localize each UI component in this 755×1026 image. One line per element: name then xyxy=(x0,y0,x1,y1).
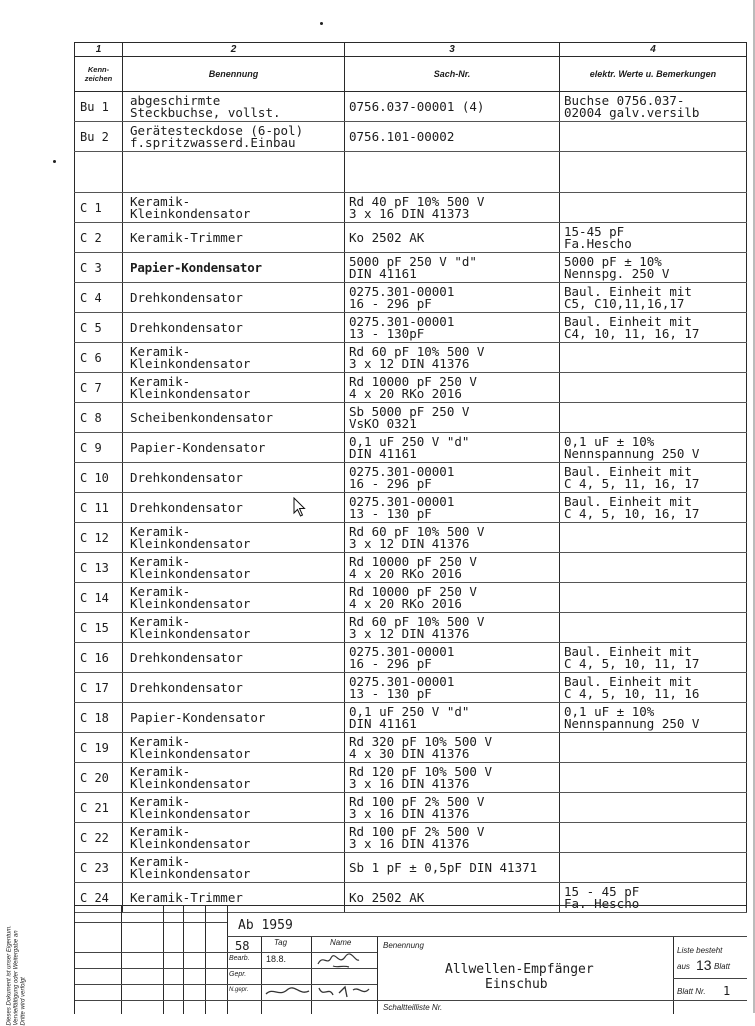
cell-sachnr-line: DIN 41161 xyxy=(349,715,417,731)
cell-kennzeichen: C 8 xyxy=(75,403,123,433)
cell-bemerkung xyxy=(560,673,747,703)
cell-benennung-line: Kleinkondensator xyxy=(130,625,251,641)
signature-bearb xyxy=(315,952,373,970)
cell-sachnr-line: VsKO 0321 xyxy=(349,415,417,431)
cell-sachnr-line: Rd 100 pF 2% 500 V xyxy=(349,793,485,809)
cell-bemerkung-line: C 4, 5, 10, 11, 16 xyxy=(564,685,700,701)
table-row xyxy=(75,373,747,403)
cell-benennung-line: Papier-Kondensator xyxy=(130,259,262,275)
cell-sachnr xyxy=(345,433,560,463)
cell-bemerkung-line: Fa. Hescho xyxy=(564,895,640,911)
table-row xyxy=(75,193,747,223)
cell-kennzeichen: C 23 xyxy=(75,853,123,883)
header-werte: elektr. Werte u. Bemerkungen xyxy=(560,57,747,92)
cell-sachnr-line: Rd 320 pF 10% 500 V xyxy=(349,733,492,749)
cell-benennung-line: Kleinkondensator xyxy=(130,745,251,761)
cell-benennung xyxy=(123,223,345,253)
cell-kennzeichen: C 11 xyxy=(75,493,123,523)
cell-sachnr-line: DIN 41161 xyxy=(349,445,417,461)
cell-benennung-line: Keramik- xyxy=(130,193,191,209)
cell-bemerkung-line: C4, 10, 11, 16, 17 xyxy=(564,325,700,341)
tb-divider xyxy=(311,936,312,1014)
cell-benennung xyxy=(123,92,345,122)
cell-bemerkung-line: C 4, 5, 10, 16, 17 xyxy=(564,505,700,521)
signature-norm xyxy=(263,984,375,1000)
column-number: 3 xyxy=(345,43,560,57)
cell-sachnr-line: Rd 10000 pF 250 V xyxy=(349,553,477,569)
cell-sachnr-line: 3 x 12 DIN 41376 xyxy=(349,535,470,551)
cell-bemerkung-line: Baul. Einheit mit xyxy=(564,493,692,509)
cell-benennung-line: Keramik- xyxy=(130,793,191,809)
cell-benennung xyxy=(123,463,345,493)
cell-bemerkung xyxy=(560,122,747,152)
cell-sachnr-line: 13 - 130 pF xyxy=(349,505,432,521)
cell-kennzeichen: C 24 xyxy=(75,883,123,913)
benennung-label: Benennung xyxy=(383,941,424,950)
norm-label: N.gepr. xyxy=(229,987,249,993)
cell-benennung xyxy=(123,643,345,673)
cell-benennung-line: Keramik- xyxy=(130,823,191,839)
cell-sachnr-line: Rd 60 pF 10% 500 V xyxy=(349,343,485,359)
scan-speck xyxy=(320,22,323,25)
table-row xyxy=(75,523,747,553)
cell-sachnr-line: Ko 2502 AK xyxy=(349,229,425,245)
cell-sachnr-line: 3 x 12 DIN 41376 xyxy=(349,355,470,371)
cell-bemerkung-line: Baul. Einheit mit xyxy=(564,643,692,659)
parts-list-table xyxy=(74,42,747,913)
table-row xyxy=(75,553,747,583)
cell-kennzeichen: C 1 xyxy=(75,193,123,223)
header-kennzeichen: Kenn- zeichen xyxy=(75,57,123,92)
cell-benennung-line: Drehkondensator xyxy=(130,679,243,695)
cell-bemerkung xyxy=(560,553,747,583)
cell-sachnr-line: 4 x 20 RKo 2016 xyxy=(349,595,462,611)
cell-bemerkung-line: Fa.Hescho xyxy=(564,235,632,251)
cell-benennung xyxy=(123,553,345,583)
cell-sachnr-line: 3 x 16 DIN 41376 xyxy=(349,775,470,791)
tb-divider xyxy=(261,936,262,1014)
cell-bemerkung xyxy=(560,613,747,643)
cell-bemerkung xyxy=(560,733,747,763)
table-row xyxy=(75,613,747,643)
cell-kennzeichen: C 14 xyxy=(75,583,123,613)
cell-sachnr-line: Rd 60 pF 10% 500 V xyxy=(349,613,485,629)
cell-sachnr xyxy=(345,152,560,193)
cell-benennung-line: Drehkondensator xyxy=(130,319,243,335)
cell-bemerkung xyxy=(560,433,747,463)
cell-bemerkung xyxy=(560,643,747,673)
cell-benennung-line: Kleinkondensator xyxy=(130,805,251,821)
cell-bemerkung-line: 02004 galv.versilb xyxy=(564,104,700,120)
cell-sachnr-line: Rd 120 pF 10% 500 V xyxy=(349,763,492,779)
table-row xyxy=(75,493,747,523)
cell-benennung-line: Keramik- xyxy=(130,583,191,599)
cell-bemerkung xyxy=(560,463,747,493)
cell-sachnr xyxy=(345,193,560,223)
cell-benennung-line: Keramik- xyxy=(130,853,191,869)
cell-kennzeichen: C 2 xyxy=(75,223,123,253)
cell-kennzeichen: C 16 xyxy=(75,643,123,673)
cell-sachnr-line: 16 - 296 pF xyxy=(349,475,432,491)
cell-sachnr xyxy=(345,313,560,343)
mouse-cursor-icon xyxy=(293,497,307,517)
cell-benennung xyxy=(123,673,345,703)
cell-benennung xyxy=(123,703,345,733)
cell-kennzeichen xyxy=(75,152,123,193)
cell-benennung-line: Keramik- xyxy=(130,553,191,569)
cell-sachnr xyxy=(345,343,560,373)
cell-kennzeichen: C 10 xyxy=(75,463,123,493)
cell-sachnr xyxy=(345,463,560,493)
cell-bemerkung-line: Nennspannung 250 V xyxy=(564,445,700,461)
cell-kennzeichen: Bu 1 xyxy=(75,92,123,122)
year-short: 58 xyxy=(235,939,250,953)
cell-benennung xyxy=(123,493,345,523)
cell-sachnr-line: 13 - 130pF xyxy=(349,325,425,341)
cell-benennung xyxy=(123,823,345,853)
cell-benennung-line: Gerätesteckdose (6-pol) xyxy=(130,122,304,138)
cell-bemerkung-line: Buchse 0756.037- xyxy=(564,92,685,108)
table-row xyxy=(75,313,747,343)
cell-kennzeichen: C 7 xyxy=(75,373,123,403)
cell-bemerkung xyxy=(560,703,747,733)
cell-sachnr xyxy=(345,853,560,883)
doc-title-line1: Allwellen-Empfänger xyxy=(445,962,594,977)
cell-bemerkung-line: Nennspg. 250 V xyxy=(564,265,670,281)
cell-sachnr-line: 0275.301-00001 xyxy=(349,283,455,299)
cell-benennung-line: Papier-Kondensator xyxy=(130,439,266,455)
cell-benennung xyxy=(123,853,345,883)
cell-sachnr-line: 4 x 20 RKo 2016 xyxy=(349,385,462,401)
cell-benennung-line: f.spritzwasserd.Einbau xyxy=(130,134,296,150)
cell-benennung xyxy=(123,193,345,223)
table-row xyxy=(75,433,747,463)
table-row xyxy=(75,643,747,673)
cell-bemerkung xyxy=(560,763,747,793)
cell-sachnr-line: 3 x 16 DIN 41373 xyxy=(349,205,470,221)
blatt-nr-label: Blatt Nr. xyxy=(677,987,706,996)
cell-sachnr-line: 4 x 30 DIN 41376 xyxy=(349,745,470,761)
cell-kennzeichen: C 22 xyxy=(75,823,123,853)
margin-note: Dieses Dokument ist unser Eigentum. Vervielfältigung oder Weitergabe an Dritte wird verfolgt xyxy=(6,925,27,1026)
tb-rule xyxy=(75,1000,747,1001)
cell-sachnr-line: 0756.037-00001 (4) xyxy=(349,98,485,114)
cell-sachnr-line: 0756.101-00002 xyxy=(349,128,455,144)
cell-bemerkung xyxy=(560,523,747,553)
cell-bemerkung xyxy=(560,283,747,313)
cell-kennzeichen: C 3 xyxy=(75,253,123,283)
cell-bemerkung xyxy=(560,343,747,373)
cell-bemerkung-line: 0,1 uF ± 10% xyxy=(564,703,655,719)
cell-bemerkung-line: 15 - 45 pF xyxy=(564,883,640,899)
cell-kennzeichen: C 6 xyxy=(75,343,123,373)
title-block xyxy=(74,905,747,1014)
cell-benennung-line: Keramik-Trimmer xyxy=(130,229,243,245)
cell-benennung-line: Steckbuchse, vollst. xyxy=(130,104,281,120)
cell-bemerkung xyxy=(560,823,747,853)
cell-sachnr-line: 13 - 130 pF xyxy=(349,685,432,701)
gepr-label: Gepr. xyxy=(229,971,247,978)
cell-kennzeichen: C 12 xyxy=(75,523,123,553)
cell-benennung-line: Keramik- xyxy=(130,523,191,539)
table-row xyxy=(75,763,747,793)
table-row xyxy=(75,463,747,493)
column-number-row xyxy=(75,43,747,57)
cell-benennung xyxy=(123,793,345,823)
cell-benennung xyxy=(123,122,345,152)
cell-bemerkung xyxy=(560,223,747,253)
cell-benennung-line: Drehkondensator xyxy=(130,289,243,305)
bearb-date: 18.8. xyxy=(266,954,287,964)
column-number: 4 xyxy=(560,43,747,57)
schaltteilliste-label: Schaltteilliste Nr. xyxy=(383,1003,443,1012)
cell-bemerkung-line: 0,1 uF ± 10% xyxy=(564,433,655,449)
table-row xyxy=(75,823,747,853)
cell-benennung xyxy=(123,283,345,313)
cell-sachnr-line: 3 x 12 DIN 41376 xyxy=(349,625,470,641)
cell-sachnr-line: 16 - 296 pF xyxy=(349,295,432,311)
table-row xyxy=(75,152,747,193)
cell-benennung-line: Kleinkondensator xyxy=(130,595,251,611)
table-row xyxy=(75,793,747,823)
cell-bemerkung-line: Baul. Einheit mit xyxy=(564,313,692,329)
cell-benennung-line: Keramik- xyxy=(130,763,191,779)
cell-benennung xyxy=(123,733,345,763)
cell-bemerkung xyxy=(560,92,747,122)
revision-year: Ab 1959 xyxy=(238,918,293,933)
table-row xyxy=(75,673,747,703)
cell-bemerkung xyxy=(560,493,747,523)
cell-benennung-line: Kleinkondensator xyxy=(130,535,251,551)
cell-bemerkung xyxy=(560,152,747,193)
cell-benennung-line: Kleinkondensator xyxy=(130,865,251,881)
cell-bemerkung-line: Baul. Einheit mit xyxy=(564,463,692,479)
cell-sachnr-line: 16 - 296 pF xyxy=(349,655,432,671)
cell-benennung-line: Kleinkondensator xyxy=(130,565,251,581)
cell-sachnr-line: 0275.301-00001 xyxy=(349,313,455,329)
cell-kennzeichen: C 19 xyxy=(75,733,123,763)
cell-benennung xyxy=(123,433,345,463)
cell-sachnr xyxy=(345,223,560,253)
liste-label: Liste besteht xyxy=(677,946,723,955)
cell-sachnr xyxy=(345,613,560,643)
cell-benennung-line: abgeschirmte xyxy=(130,92,221,108)
cell-benennung xyxy=(123,253,345,283)
cell-bemerkung xyxy=(560,313,747,343)
table-row xyxy=(75,733,747,763)
doc-title-line2: Einschub xyxy=(485,977,548,992)
tb-divider xyxy=(227,906,228,936)
cell-kennzeichen: C 20 xyxy=(75,763,123,793)
cell-sachnr-line: 0275.301-00001 xyxy=(349,643,455,659)
cell-sachnr-line: 3 x 16 DIN 41376 xyxy=(349,835,470,851)
cell-sachnr-line: Rd 60 pF 10% 500 V xyxy=(349,523,485,539)
cell-sachnr xyxy=(345,122,560,152)
cell-benennung xyxy=(123,373,345,403)
tb-rule xyxy=(673,978,747,979)
cell-bemerkung xyxy=(560,253,747,283)
cell-sachnr-line: Rd 10000 pF 250 V xyxy=(349,583,477,599)
cell-sachnr xyxy=(345,553,560,583)
tag-label: Tag xyxy=(274,938,288,947)
cell-benennung-line: Kleinkondensator xyxy=(130,205,251,221)
cell-kennzeichen: C 18 xyxy=(75,703,123,733)
cell-sachnr xyxy=(345,523,560,553)
cell-benennung-line: Keramik- xyxy=(130,613,191,629)
cell-sachnr-line: Sb 1 pF ± 0,5pF DIN 41371 xyxy=(349,859,538,875)
cell-sachnr xyxy=(345,703,560,733)
cell-bemerkung-line: Baul. Einheit mit xyxy=(564,673,692,689)
cell-benennung-line: Drehkondensator xyxy=(130,499,243,515)
column-header-row xyxy=(75,57,747,92)
column-number: 1 xyxy=(75,43,123,57)
tb-rule xyxy=(75,922,227,923)
cell-benennung xyxy=(123,152,345,193)
cell-sachnr-line: 0275.301-00001 xyxy=(349,673,455,689)
cell-bemerkung-line: 5000 pF ± 10% xyxy=(564,253,662,269)
cell-kennzeichen: C 4 xyxy=(75,283,123,313)
cell-sachnr-line: DIN 41161 xyxy=(349,265,417,281)
table-row xyxy=(75,122,747,152)
cell-kennzeichen: C 5 xyxy=(75,313,123,343)
cell-sachnr xyxy=(345,823,560,853)
cell-bemerkung xyxy=(560,403,747,433)
cell-sachnr xyxy=(345,403,560,433)
blatt-label: Blatt xyxy=(714,962,731,971)
blatt-nr: 1 xyxy=(723,984,731,998)
cell-benennung-line: Papier-Kondensator xyxy=(130,709,266,725)
cell-benennung-line: Drehkondensator xyxy=(130,469,243,485)
cell-sachnr-line: Rd 100 pF 2% 500 V xyxy=(349,823,485,839)
cell-benennung-line: Scheibenkondensator xyxy=(130,409,273,425)
table-row xyxy=(75,403,747,433)
cell-sachnr xyxy=(345,493,560,523)
cell-benennung xyxy=(123,403,345,433)
cell-sachnr-line: Rd 40 pF 10% 500 V xyxy=(349,193,485,209)
cell-sachnr-line: 4 x 20 RKo 2016 xyxy=(349,565,462,581)
cell-benennung xyxy=(123,583,345,613)
cell-bemerkung-line: C 4, 5, 10, 11, 17 xyxy=(564,655,700,671)
cell-benennung-line: Keramik- xyxy=(130,373,191,389)
tb-divider xyxy=(377,936,378,1014)
cell-sachnr-line: 0,1 uF 250 V "d" xyxy=(349,703,470,719)
cell-bemerkung xyxy=(560,373,747,403)
cell-sachnr-line: 3 x 16 DIN 41376 xyxy=(349,805,470,821)
cell-sachnr xyxy=(345,253,560,283)
scan-speck xyxy=(53,160,56,163)
cell-sachnr xyxy=(345,283,560,313)
header-benennung: Benennung xyxy=(123,57,345,92)
cell-benennung-line: Kleinkondensator xyxy=(130,835,251,851)
cell-benennung-line: Kleinkondensator xyxy=(130,775,251,791)
cell-benennung-line: Keramik- xyxy=(130,733,191,749)
cell-kennzeichen: Bu 2 xyxy=(75,122,123,152)
cell-sachnr xyxy=(345,92,560,122)
cell-sachnr-line: Sb 5000 pF 250 V xyxy=(349,403,470,419)
cell-kennzeichen: C 9 xyxy=(75,433,123,463)
table-row xyxy=(75,253,747,283)
header-sachnr: Sach-Nr. xyxy=(345,57,560,92)
cell-sachnr xyxy=(345,733,560,763)
aus-label: aus xyxy=(677,962,690,971)
column-number: 2 xyxy=(123,43,345,57)
cell-sachnr xyxy=(345,673,560,703)
cell-kennzeichen: C 17 xyxy=(75,673,123,703)
cell-bemerkung xyxy=(560,193,747,223)
cell-benennung xyxy=(123,613,345,643)
cell-sachnr xyxy=(345,373,560,403)
cell-benennung-line: Kleinkondensator xyxy=(130,355,251,371)
sheet-count: 13 xyxy=(696,957,712,973)
cell-kennzeichen: C 13 xyxy=(75,553,123,583)
tb-divider xyxy=(673,936,674,1014)
cell-benennung-line: Drehkondensator xyxy=(130,649,243,665)
cell-kennzeichen: C 21 xyxy=(75,793,123,823)
cell-sachnr xyxy=(345,643,560,673)
cell-bemerkung-line: 15-45 pF xyxy=(564,223,625,239)
cell-benennung xyxy=(123,763,345,793)
cell-bemerkung xyxy=(560,583,747,613)
table-row xyxy=(75,703,747,733)
cell-sachnr-line: 0275.301-00001 xyxy=(349,493,455,509)
table-row xyxy=(75,283,747,313)
cell-bemerkung xyxy=(560,853,747,883)
cell-sachnr-line: Rd 10000 pF 250 V xyxy=(349,373,477,389)
cell-benennung xyxy=(123,343,345,373)
table-row xyxy=(75,853,747,883)
cell-bemerkung xyxy=(560,793,747,823)
cell-bemerkung-line: C5, C10,11,16,17 xyxy=(564,295,685,311)
bearb-label: Bearb. xyxy=(229,955,250,962)
cell-benennung-line: Keramik- xyxy=(130,343,191,359)
cell-sachnr-line: 0275.301-00001 xyxy=(349,463,455,479)
cell-benennung xyxy=(123,313,345,343)
cell-sachnr-line: Ko 2502 AK xyxy=(349,889,425,905)
cell-benennung xyxy=(123,523,345,553)
table-row xyxy=(75,223,747,253)
cell-benennung-line: Kleinkondensator xyxy=(130,385,251,401)
tb-rule xyxy=(227,936,747,937)
cell-sachnr xyxy=(345,583,560,613)
table-row xyxy=(75,583,747,613)
cell-sachnr xyxy=(345,763,560,793)
cell-sachnr-line: 5000 pF 250 V "d" xyxy=(349,253,477,269)
cell-bemerkung-line: C 4, 5, 11, 16, 17 xyxy=(564,475,700,491)
table-row xyxy=(75,343,747,373)
cell-bemerkung-line: Nennspannung 250 V xyxy=(564,715,700,731)
cell-bemerkung-line: Baul. Einheit mit xyxy=(564,283,692,299)
cell-kennzeichen: C 15 xyxy=(75,613,123,643)
name-label: Name xyxy=(330,938,352,947)
cell-sachnr-line: 0,1 uF 250 V "d" xyxy=(349,433,470,449)
cell-sachnr xyxy=(345,793,560,823)
cell-benennung-line: Keramik-Trimmer xyxy=(130,889,243,905)
table-row xyxy=(75,92,747,122)
